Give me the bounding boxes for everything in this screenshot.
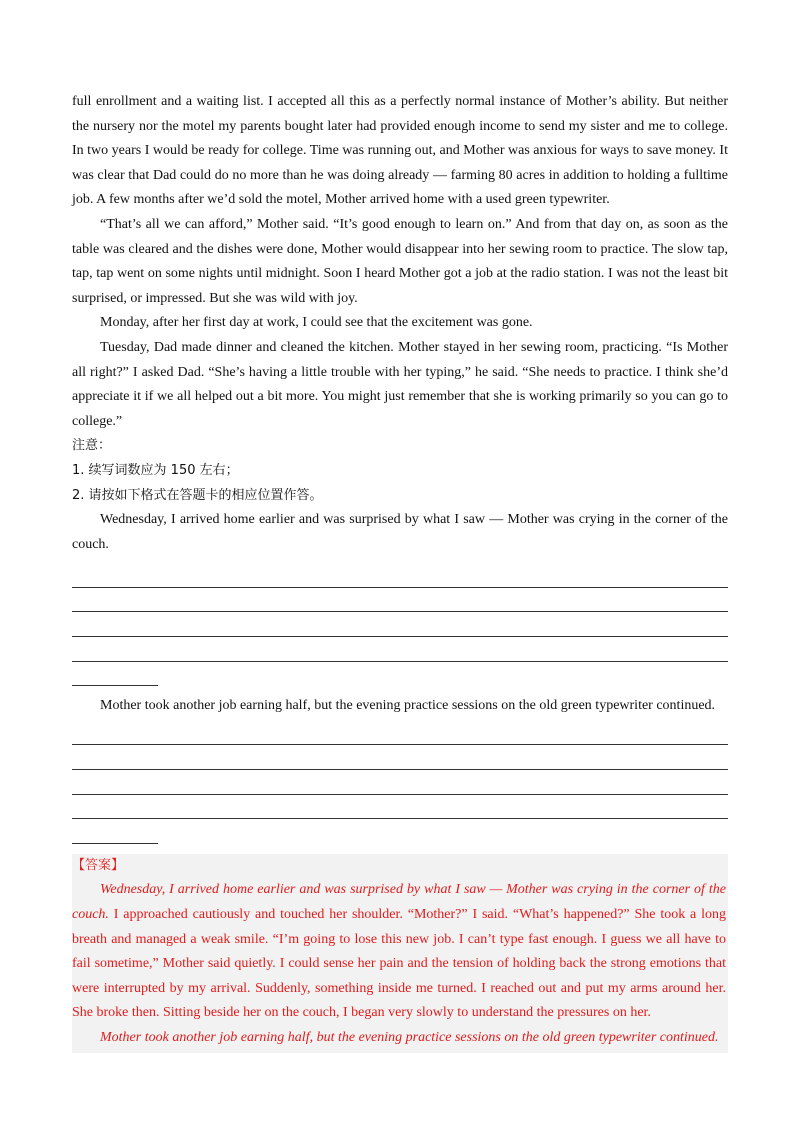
writing-line[interactable] [72,588,728,613]
notes-item-2: 2. 请按如下格式在答题卡的相应位置作答。 [72,487,323,503]
answer-closing-paragraph [72,1026,726,1051]
story-paragraph-1: full enrollment and a waiting list. I accepted all this as a perfectly normal instance of Mother’s ability. But neither the nursery nor the motel my parents bought later had provided enough income to send my sister and me to college. In two years I would be ready for college. Time was running out, and Mother was anxious for ways to save money. It was clear that Dad could do no more than he was doing already — farming 80 acres in addition to holding a fulltime job. A few months after we’d sold the motel, Mother arrived home with a used green typewriter. [72,94,728,208]
answer-paragraph [72,878,726,1026]
writing-lines-1[interactable] [72,563,728,686]
writing-lines-2[interactable] [72,721,728,844]
answer-section [72,854,728,1053]
answer-closing: Mother took another job earning half, but the evening practice sessions on the old green typewriter continued. [100,1029,719,1045]
notes-heading: 注意： [72,438,112,454]
story-paragraph-2: “That’s all we can afford,” Mother said. “It’s good enough to learn on.” And from that day on, as soon as the table was cleared and the dishes were done, Mother would disappear into her sewing room to practice. The slow tap, tap, tap went on some nights until midnight. Soon I heard Mother got a job at the radio station. I was not the least bit surprised, or impressed. But she was wild with joy. [72,216,728,306]
writing-line[interactable] [72,795,728,820]
writing-line-end[interactable] [72,662,158,687]
answer-tag: 【答案】 [72,857,125,873]
writing-line-end[interactable] [72,819,158,844]
writing-line[interactable] [72,563,728,588]
writing-line[interactable] [72,721,728,746]
continuation-prompt-1: Wednesday, I arrived home earlier and was surprised by what I saw — Mother was crying in the corner of the couch. [72,512,728,552]
writing-line[interactable] [72,745,728,770]
answer-body: I approached cautiously and touched her shoulder. “Mother?” I said. “What’s happened?” She took a long breath and managed a weak smile. “I’m going to lose this new job. I can’t type fast enough. I guess we all have to fail sometime,” Mother said quietly. I could sense her pain and the tension of holding back the strong emotions that were interrupted by my arrival. Suddenly, something inside me turned. I reached out and put my arms around her. She broke then. Sitting beside her on the couch, I began very slowly to understand the pressures on her. [72,907,726,1021]
notes-item-1: 1. 续写词数应为 150 左右； [72,462,239,478]
answer-opening: Wednesday, I arrived home earlier and was surprised by what I saw — Mother was crying in the corner of the couch. [72,882,726,922]
continuation-prompt-2: Mother took another job earning half, but the evening practice sessions on the old green typewriter continued. [100,698,716,714]
story-paragraph-3: Monday, after her first day at work, I could see that the excitement was gone. [100,315,533,331]
story-paragraph-4: Tuesday, Dad made dinner and cleaned the kitchen. Mother stayed in her sewing room, practicing. “Is Mother all right?” I asked Dad. “She’s having a little trouble with her typing,” he said. “She needs to practice. I think she’d appreciate it if we all helped out a bit more. You might just remember that she is working primarily so you can go to college.” [72,339,728,429]
writing-line[interactable] [72,612,728,637]
writing-line[interactable] [72,770,728,795]
document-page [72,90,728,1053]
writing-line[interactable] [72,637,728,662]
